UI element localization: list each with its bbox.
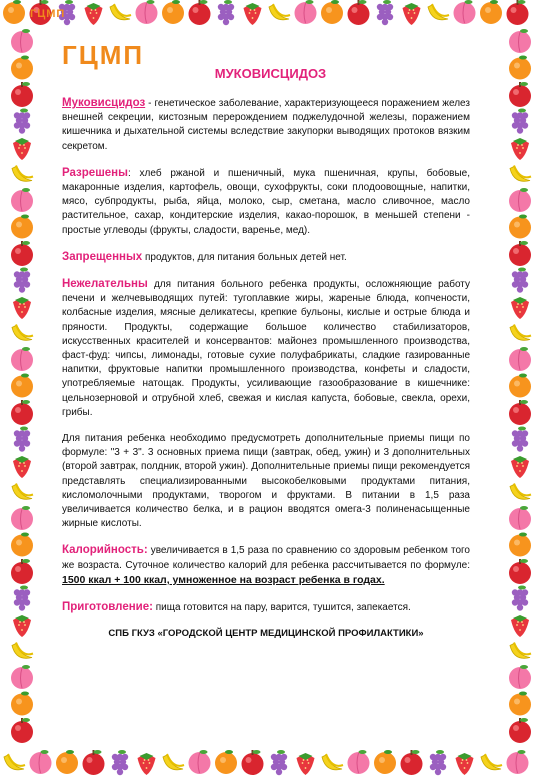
strawberry-icon (138, 753, 156, 775)
banana-icon (12, 643, 33, 659)
apple-icon (348, 0, 370, 25)
banana-icon (481, 754, 502, 770)
peach-icon (509, 506, 531, 530)
orange-icon (374, 750, 396, 774)
apple-icon (11, 241, 33, 266)
orange-icon (321, 0, 343, 24)
calories-heading: Калорийность: (62, 544, 148, 557)
apple-icon (11, 718, 33, 743)
orange-icon (11, 374, 33, 398)
strawberry-icon (297, 753, 315, 775)
forbidden-paragraph (62, 250, 470, 265)
banana-icon (12, 484, 33, 500)
orange-icon (509, 692, 531, 716)
apple-icon (509, 718, 531, 743)
strawberry-icon (13, 138, 31, 160)
grapes-icon (430, 750, 446, 775)
grapes-icon (14, 586, 30, 611)
apple-icon (401, 750, 423, 775)
banana-icon (510, 166, 531, 182)
grapes-icon (14, 268, 30, 293)
undesirable-heading: Нежелательны (62, 278, 148, 291)
apple-icon (11, 559, 33, 584)
strawberry-icon (403, 3, 421, 25)
peach-icon (507, 750, 529, 774)
apple-icon (242, 750, 264, 775)
orange-icon (509, 374, 531, 398)
orange-icon (162, 0, 184, 24)
peach-icon (11, 188, 33, 212)
strawberry-icon (456, 753, 474, 775)
peach-icon (348, 750, 370, 774)
grapes-icon (112, 750, 128, 775)
strawberry-icon (244, 3, 262, 25)
banana-icon (4, 754, 25, 770)
cooking-paragraph (62, 600, 470, 615)
peach-icon (11, 665, 33, 689)
banana-icon (510, 643, 531, 659)
banana-icon (269, 4, 290, 20)
apple-icon (189, 0, 211, 25)
peach-icon (11, 347, 33, 371)
peach-icon (509, 29, 531, 53)
forbidden-heading: Запрещенных (62, 250, 143, 263)
apple-icon (507, 0, 529, 25)
peach-icon (11, 29, 33, 53)
peach-icon (509, 188, 531, 212)
strawberry-icon (511, 297, 529, 319)
peach-icon (509, 665, 531, 689)
strawberry-icon (13, 615, 31, 637)
orange-icon (11, 692, 33, 716)
orange-icon (509, 215, 531, 239)
orange-icon (11, 533, 33, 557)
banana-icon (428, 4, 449, 20)
intro-term: Муковисцидоз (62, 97, 146, 109)
intro-paragraph (62, 96, 470, 154)
apple-icon (509, 400, 531, 425)
peach-icon (30, 750, 52, 774)
logo: ГЦМП (62, 40, 145, 70)
orange-icon (509, 533, 531, 557)
apple-icon (11, 82, 33, 107)
grapes-icon (14, 427, 30, 452)
undesirable-text: для питания больного ребенка продукты, осложняющие работу печени и желчевыводящих путей: тугоплавкие жиры, жареные блюда, копчености, колбасные изделия, мясные деликатесы, крепкие бульоны, кислые и острые блюда и пряности. Продукты, содержащие большое количество стабилизаторов, искусственных красителей и консервантов: майонез промышленного производства, фаст-фуд: чипсы, лимонады, готовые сухие полуфабрикаты, сладкие газированные напитки, фруктовые напитки промышленного производства, конфеты и сладости, употребляемые натощак. Продукты, усиливающие газообразование в кишечнике: цельнозерновой и отрубной хлеб, свежая и кислая капуста, бобовые, свекла, орехи, грибы. (62, 279, 470, 418)
peach-icon (11, 506, 33, 530)
grapes-icon (512, 109, 528, 134)
orange-icon (215, 750, 237, 774)
calories-text: увеличивается в 1,5 раза по сравнению со здоровым ребенком того же возраста. Суточное количество калорий для ребенка рассчитывается по формуле: (62, 545, 470, 571)
apple-icon (509, 82, 531, 107)
cooking-heading: Приготовление: (62, 601, 153, 614)
allowed-text: : хлеб ржаной и пшеничный, мука пшеничная, крупы, бобовые, макаронные изделия, картофель, овощи, сухофрукты, соки плодоовощные, напитки, мясо, субпродукты, рыба, яйца, молоко, сыр, сметана, масло сливочное, масло растительное, сахар, кондитерские изделия, какао-порошок, в меньшей степени - простые углеводы (фрукты, сладости, варенье, мед). (62, 167, 470, 236)
grapes-icon (512, 268, 528, 293)
orange-icon (480, 0, 502, 24)
peach-icon (136, 0, 158, 24)
calories-paragraph (62, 543, 470, 588)
banana-icon (322, 754, 343, 770)
grapes-icon (14, 109, 30, 134)
orange-icon (56, 750, 78, 774)
strawberry-icon (511, 615, 529, 637)
banana-icon (12, 166, 33, 182)
cooking-text: пища готовится на пару, варится, тушится, запекается. (152, 602, 411, 614)
strawberry-icon (85, 3, 103, 25)
peach-icon (189, 750, 211, 774)
forbidden-text: продуктов, для питания больных детей нет. (142, 251, 347, 263)
allowed-heading: Разрешены (62, 166, 128, 179)
banana-icon (510, 325, 531, 341)
banana-icon (510, 484, 531, 500)
page-title: МУКОВИСЦИДОЗ (214, 66, 327, 81)
apple-icon (509, 559, 531, 584)
footer-organization: СПБ ГКУЗ «ГОРОДСКОЙ ЦЕНТР МЕДИЦИНСКОЙ ПРОФИЛАКТИКИ» (108, 628, 424, 640)
peach-icon (295, 0, 317, 24)
strawberry-icon (13, 297, 31, 319)
calories-formula: 1500 ккал + 100 ккал, умноженное на возраст ребенка в годах. (62, 573, 385, 586)
allowed-paragraph (62, 166, 470, 238)
grapes-icon (512, 586, 528, 611)
orange-icon (3, 0, 25, 24)
peach-icon (509, 347, 531, 371)
banana-icon (12, 325, 33, 341)
banana-icon (163, 754, 184, 770)
grapes-icon (512, 427, 528, 452)
intro-text: - генетическое заболевание, характеризующееся поражением желез внешней секреции, кистозным перерождением поджелудочной железы, поражением кишечника и дыхательной системы вследствие закупорки выводящих протоков вязким секретом. (62, 98, 470, 152)
strawberry-icon (13, 456, 31, 478)
formula-paragraph: Для питания ребенка необходимо предусмотреть дополнительные приемы пищи по формуле: "3 + 3". 3 основных приема пищи (завтрак, обед, ужин) и 3 дополнительных (второй завтрак, полдник, второй ужин). Дополнительные приемы пищи рекомендуется представлять специализированными высокобелковыми продуктами питания, кисломолочными продуктами, творогом и фруктами. В питании в 1,5 раза увеличивается количество белка, и в рацион вводятся омега-3 полиненасыщенные жирные кислоты. (62, 433, 470, 530)
peach-icon (454, 0, 476, 24)
orange-icon (11, 215, 33, 239)
grapes-icon (218, 0, 234, 25)
strawberry-icon (511, 138, 529, 160)
grapes-icon (377, 0, 393, 25)
apple-icon (83, 750, 105, 775)
grapes-icon (271, 750, 287, 775)
apple-icon (11, 400, 33, 425)
logo-small: ГЦМП (30, 8, 66, 20)
strawberry-icon (511, 456, 529, 478)
banana-icon (110, 4, 131, 20)
apple-icon (509, 241, 531, 266)
article-body (62, 96, 470, 642)
undesirable-paragraph (62, 277, 470, 420)
